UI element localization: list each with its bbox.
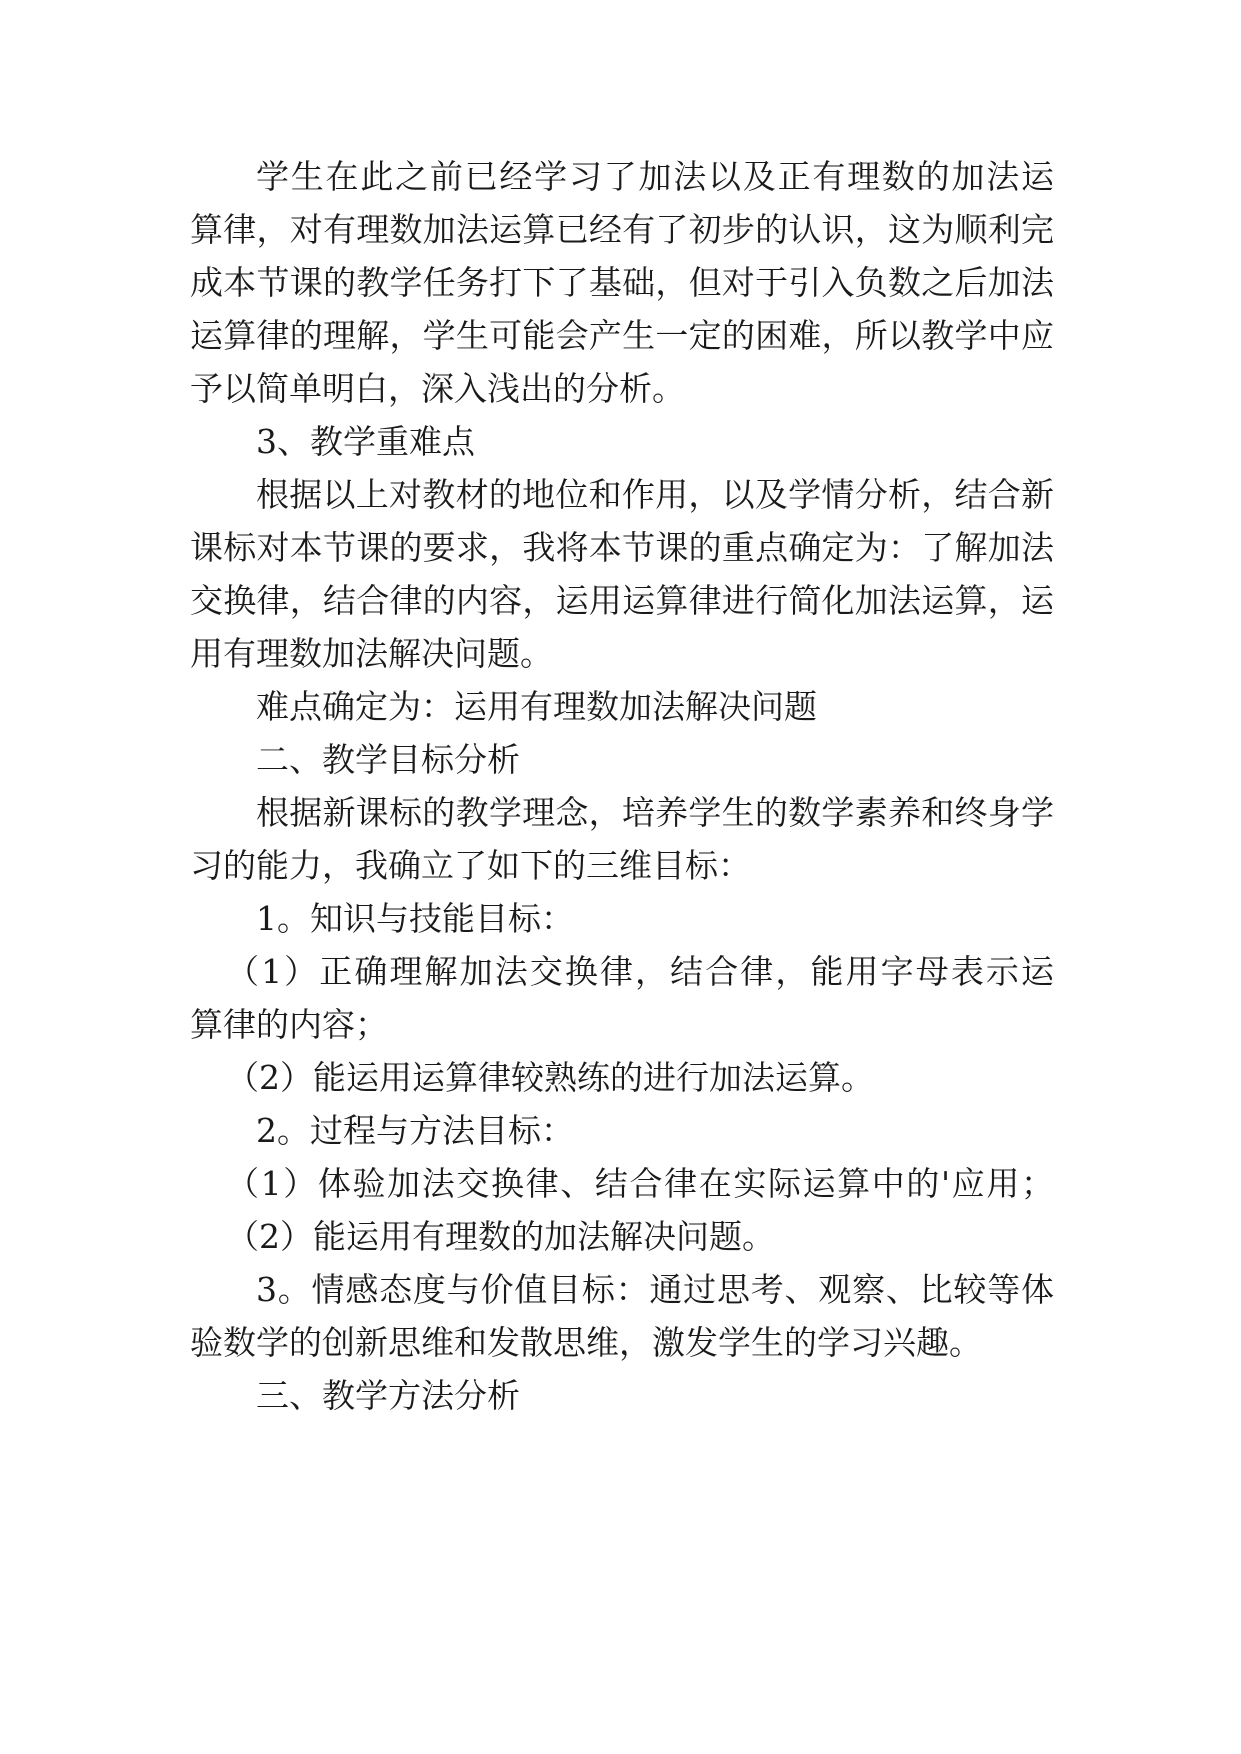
paragraph-line: 予以简单明白，深入浅出的分析。 xyxy=(190,369,685,408)
section-heading: 3、教学重难点 xyxy=(256,422,475,461)
list-item-line: （1）体验加法交换律、结合律在实际运算中的'应用； xyxy=(226,1164,1054,1203)
list-item-line: （2）能运用有理数的加法解决问题。 xyxy=(226,1217,775,1256)
paragraph-line: 根据新课标的教学理念，培养学生的数学素养和终身学 xyxy=(256,793,1054,832)
list-item-line: （2）能运用运算律较熟练的进行加法运算。 xyxy=(226,1058,874,1097)
subsection-heading: 1。知识与技能目标： xyxy=(256,899,574,938)
paragraph-line: 交换律，结合律的内容，运用运算律进行简化加法运算，运 xyxy=(190,581,1054,620)
section-heading: 二、教学目标分析 xyxy=(256,740,520,779)
paragraph-line: 根据以上对教材的地位和作用，以及学情分析，结合新 xyxy=(256,475,1054,514)
paragraph-line: 用有理数加法解决问题。 xyxy=(190,634,553,673)
paragraph-line: 课标对本节课的要求，我将本节课的重点确定为：了解加法 xyxy=(190,528,1054,567)
paragraph-line: 算律，对有理数加法运算已经有了初步的认识，这为顺利完 xyxy=(190,210,1054,249)
section-heading: 三、教学方法分析 xyxy=(256,1376,520,1415)
paragraph-line: 3。情感态度与价值目标：通过思考、观察、比较等体 xyxy=(256,1270,1054,1309)
paragraph-line: 验数学的创新思维和发散思维，激发学生的学习兴趣。 xyxy=(190,1323,982,1362)
paragraph-line: 学生在此之前已经学习了加法以及正有理数的加法运 xyxy=(256,157,1054,196)
paragraph-line: 成本节课的教学任务打下了基础，但对于引入负数之后加法 xyxy=(190,263,1054,302)
list-item-line: 算律的内容； xyxy=(190,1005,388,1044)
list-item-line: （1）正确理解加法交换律，结合律，能用字母表示运 xyxy=(226,952,1054,991)
paragraph-line: 运算律的理解，学生可能会产生一定的困难，所以教学中应 xyxy=(190,316,1054,355)
subsection-heading: 2。过程与方法目标： xyxy=(256,1111,574,1150)
paragraph-line: 难点确定为：运用有理数加法解决问题 xyxy=(256,687,817,726)
paragraph-line: 习的能力，我确立了如下的三维目标： xyxy=(190,846,751,885)
